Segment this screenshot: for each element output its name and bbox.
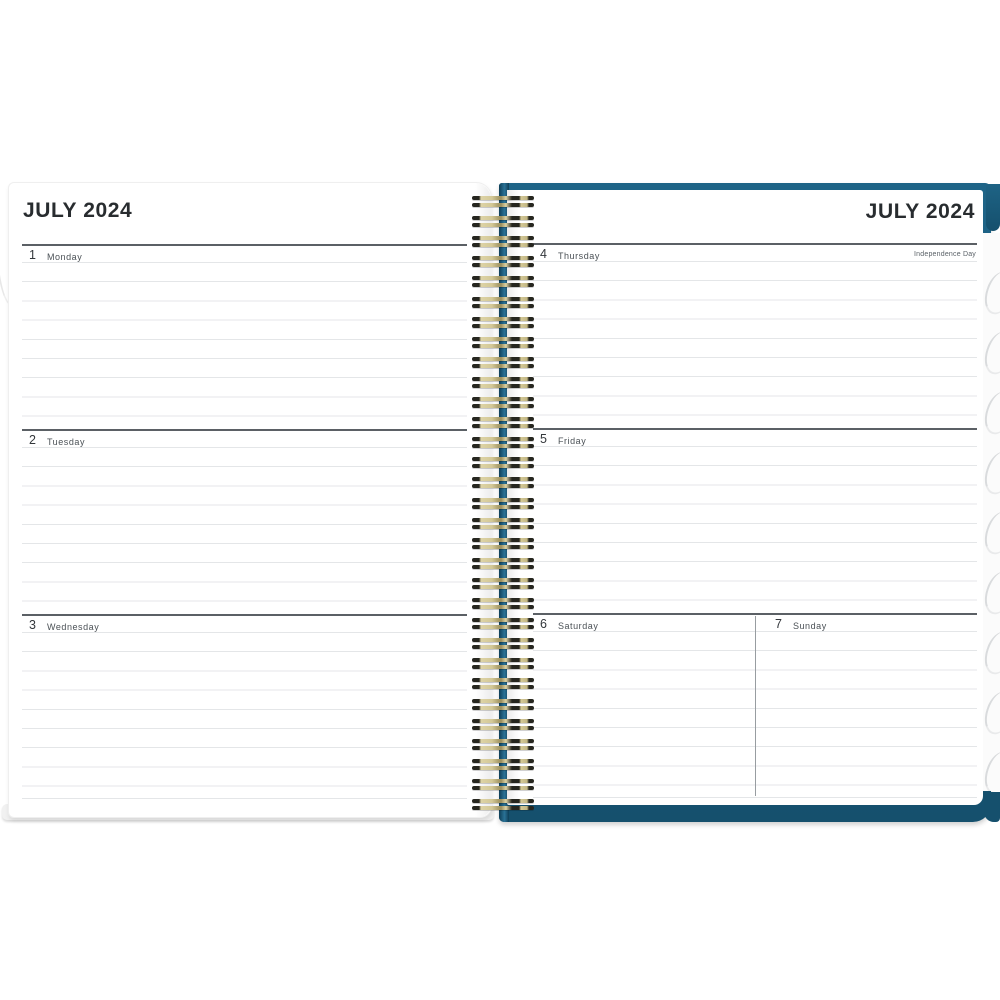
cover-tab bbox=[986, 184, 1000, 231]
day-number: 1 bbox=[29, 248, 36, 262]
day-section-wednesday bbox=[22, 614, 467, 799]
spiral-coil bbox=[472, 518, 534, 530]
spiral-coil bbox=[472, 417, 534, 429]
spiral-coil bbox=[472, 357, 534, 369]
day-number: 6 bbox=[540, 617, 547, 631]
spiral-coil bbox=[472, 256, 534, 268]
spiral-coil bbox=[472, 699, 534, 711]
spiral-coil bbox=[472, 377, 534, 389]
spiral-coil bbox=[472, 216, 534, 228]
ruled-lines bbox=[22, 262, 467, 418]
spiral-coil bbox=[472, 719, 534, 731]
day-label bbox=[533, 430, 586, 447]
day-section-friday bbox=[533, 428, 977, 613]
day-section-monday bbox=[22, 244, 467, 429]
spiral-coil bbox=[472, 538, 534, 550]
spiral-coil bbox=[472, 799, 534, 811]
spiral-coil bbox=[472, 739, 534, 751]
spiral-coil bbox=[472, 678, 534, 690]
spiral-coil bbox=[472, 236, 534, 248]
day-label bbox=[533, 245, 600, 262]
left-page bbox=[8, 182, 492, 818]
page-curl-arc bbox=[983, 388, 1000, 438]
ruled-lines bbox=[22, 632, 467, 788]
spiral-coil bbox=[472, 638, 534, 650]
spiral-coil bbox=[472, 779, 534, 791]
day-section-saturday-sunday bbox=[533, 613, 977, 798]
day-label bbox=[22, 431, 85, 448]
page-curl-arc bbox=[983, 448, 1000, 498]
ruled-lines bbox=[22, 447, 467, 603]
spiral-coil bbox=[472, 759, 534, 771]
column-divider bbox=[755, 616, 756, 796]
day-number: 4 bbox=[540, 247, 547, 261]
month-title-left: JULY 2024 bbox=[23, 199, 133, 222]
spiral-coil bbox=[472, 598, 534, 610]
spiral-coil bbox=[472, 578, 534, 590]
page-curl-arc bbox=[983, 748, 1000, 791]
spiral-coil bbox=[472, 337, 534, 349]
day-number: 3 bbox=[29, 618, 36, 632]
day-section-thursday bbox=[533, 243, 977, 428]
day-number: 7 bbox=[775, 617, 782, 631]
spiral-coil bbox=[472, 317, 534, 329]
day-section-tuesday bbox=[22, 429, 467, 614]
day-number: 2 bbox=[29, 433, 36, 447]
month-title-right: JULY 2024 bbox=[865, 200, 975, 223]
spiral-coil bbox=[472, 196, 534, 208]
day-number: 5 bbox=[540, 432, 547, 446]
day-name: Monday bbox=[46, 252, 83, 262]
right-page bbox=[507, 190, 983, 805]
page-curl-arc bbox=[983, 568, 1000, 618]
day-label bbox=[533, 615, 598, 632]
spiral-coil bbox=[472, 397, 534, 409]
day-name: Sunday bbox=[792, 621, 827, 631]
day-label bbox=[22, 616, 99, 633]
spiral-coil bbox=[472, 276, 534, 288]
day-label bbox=[22, 246, 82, 263]
day-name: Tuesday bbox=[46, 437, 85, 447]
day-name: Thursday bbox=[557, 251, 600, 261]
spiral-coil bbox=[472, 457, 534, 469]
day-name: Wednesday bbox=[46, 622, 100, 632]
page-edge-curls bbox=[983, 233, 1000, 791]
spiral-coil bbox=[472, 297, 534, 309]
spiral-coil bbox=[472, 477, 534, 489]
holiday-note: Independence Day bbox=[914, 251, 976, 258]
spiral-coil bbox=[472, 437, 534, 449]
spiral-coil bbox=[472, 618, 534, 630]
spiral-coil bbox=[472, 558, 534, 570]
ruled-lines bbox=[533, 446, 977, 602]
spiral-coil bbox=[472, 498, 534, 510]
page-curl-arc bbox=[983, 508, 1000, 558]
day-name: Friday bbox=[557, 436, 587, 446]
spiral-coil bbox=[472, 658, 534, 670]
cover-corner bbox=[984, 792, 1000, 822]
ruled-lines bbox=[533, 261, 977, 417]
day-name: Saturday bbox=[557, 621, 599, 631]
page-curl-arc bbox=[983, 328, 1000, 378]
page-curl-arc bbox=[983, 628, 1000, 678]
page-curl-arc bbox=[983, 268, 1000, 318]
page-curl-arc bbox=[983, 688, 1000, 738]
day-label bbox=[768, 615, 827, 632]
